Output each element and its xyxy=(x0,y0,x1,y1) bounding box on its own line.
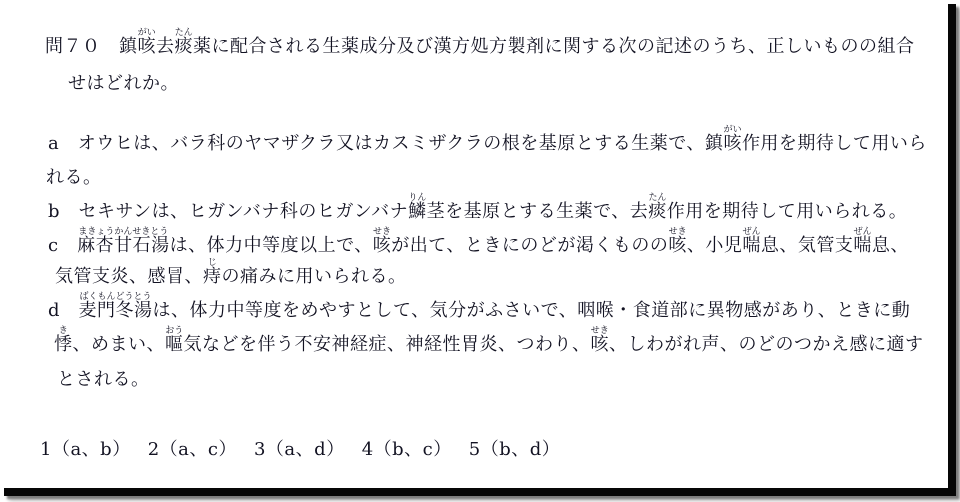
item-a-line-2: れる。 xyxy=(46,167,102,188)
ruby-base: 悸 き xyxy=(54,326,73,355)
question-line-2: せはどれか。 xyxy=(68,73,179,94)
ruby-base: 痔 じ xyxy=(203,258,222,287)
furigana-annotation: き xyxy=(58,326,68,336)
furigana-annotation: がい xyxy=(723,125,742,135)
furigana-annotation: たん xyxy=(648,193,667,203)
question-line-1: 問７０ 鎮咳 がい 去痰 たん 薬に配合される生薬成分及び漢方処方製剤に関する次の記述のうち、正しいものの組合 xyxy=(45,28,915,57)
item-d-line-2: 悸 き 、めまい、嘔 おう 気などを伴う不安神経症、神経性胃炎、つわり、咳 せき 、しわがれ声、のどのつかえ感に適す xyxy=(54,326,924,355)
ruby-base: 咳 せき xyxy=(668,227,687,256)
furigana-annotation: じ xyxy=(207,258,217,268)
furigana-annotation: おう xyxy=(165,326,184,336)
ruby-base: 麦門冬湯 ばくもんどうとう xyxy=(78,292,153,321)
answer-choice-4: 4（b、c） xyxy=(361,439,452,460)
item-b-line-1: b セキサンは、ヒガンバナ科のヒガンバナ鱗 りん 茎を基原とする生薬で、去痰 たん 作用を期待して用いられる。 xyxy=(48,193,908,222)
item-c-line-1: c 麻杏甘石湯 まきょうかんせきとう は、体力中等度以上で、咳 せき が出て、ときにのどが渇くものの咳 せき 、小児喘 ぜん 息、気管支喘 ぜん 息、 xyxy=(48,227,909,256)
furigana-annotation: まきょうかんせきとう xyxy=(78,227,169,237)
item-c-line-2: 気管支炎、感冒、痔 じ の痛みに用いられる。 xyxy=(55,258,407,287)
furigana-annotation: ばくもんどうとう xyxy=(79,292,152,302)
ruby-base: 咳 せき xyxy=(372,227,392,256)
ruby-base: 喘 ぜん xyxy=(742,227,761,256)
ruby-base: 咳 がい xyxy=(723,125,742,154)
furigana-annotation: がい xyxy=(137,28,156,38)
answer-choice-5: 5（b、d） xyxy=(468,439,561,460)
ruby-base: 喘 ぜん xyxy=(853,227,872,256)
furigana-annotation: せき xyxy=(668,227,687,237)
ruby-base: 鱗 りん xyxy=(408,193,427,222)
furigana-annotation: せき xyxy=(590,326,609,336)
furigana-annotation: りん xyxy=(408,193,427,203)
answer-choice-2: 2（a、c） xyxy=(147,439,237,460)
furigana-annotation: せき xyxy=(372,227,391,237)
ruby-base: 麻杏甘石湯 まきょうかんせきとう xyxy=(77,227,170,256)
ruby-base: 咳 がい xyxy=(137,28,156,57)
item-d-line-1: d 麦門冬湯 ばくもんどうとう は、体力中等度をめやすとして、気分がふさいで、咽喉・食道部に異物感があり、ときに動 xyxy=(48,292,911,321)
ruby-base: 痰 たん xyxy=(174,28,193,57)
furigana-annotation: ぜん xyxy=(742,227,761,237)
answer-choices-row xyxy=(40,440,577,460)
furigana-annotation: ぜん xyxy=(853,227,872,237)
ruby-base: 咳 せき xyxy=(590,326,609,355)
item-a-line-1: a オウヒは、バラ科のヤマザクラ又はカスミザクラの根を基原とする生薬で、鎮咳 がい 作用を期待して用いら xyxy=(48,125,927,154)
answer-choice-3: 3（a、d） xyxy=(253,439,345,460)
ruby-base: 嘔 おう xyxy=(165,326,184,355)
furigana-annotation: たん xyxy=(174,28,193,38)
ruby-base: 痰 たん xyxy=(648,193,667,222)
item-d-line-3: とされる。 xyxy=(57,369,150,390)
answer-choice-1: 1（a、b） xyxy=(40,439,131,460)
